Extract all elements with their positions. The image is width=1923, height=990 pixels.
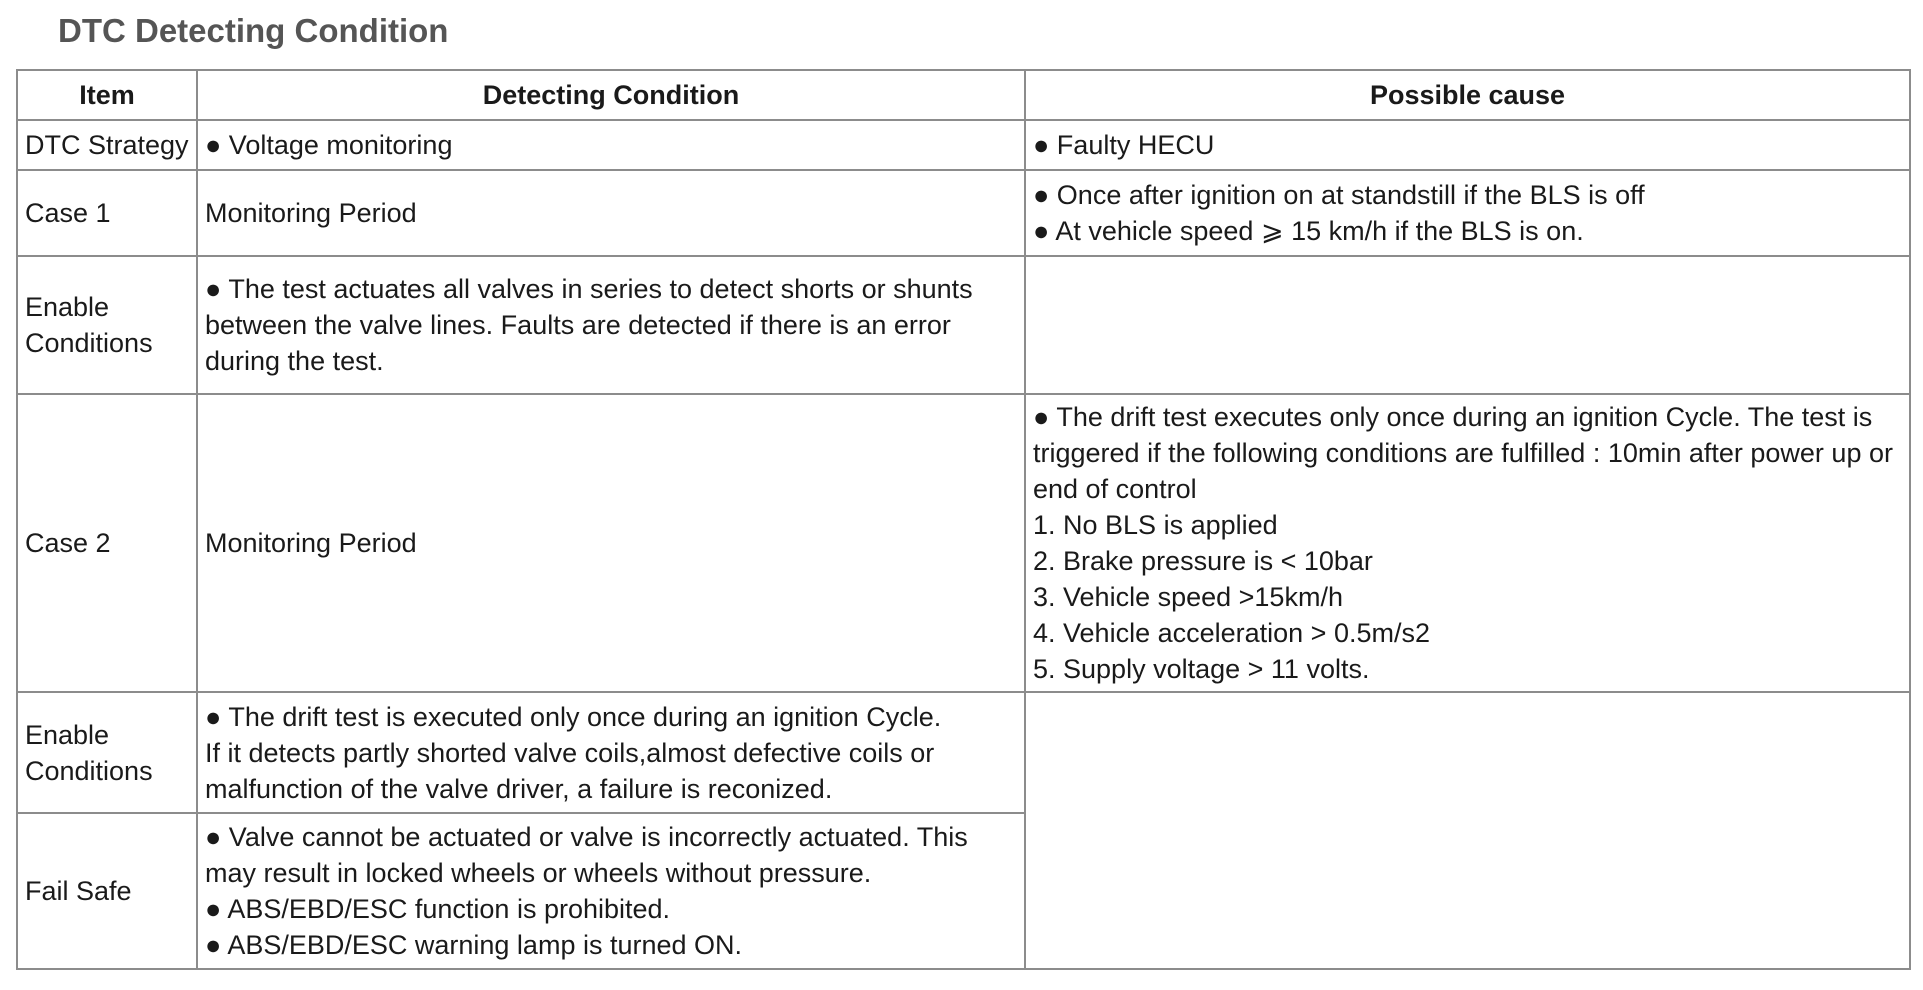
cause-line: ● At vehicle speed ⩾ 15 km/h if the BLS is on. (1033, 216, 1584, 246)
row-case-1 (17, 170, 1910, 256)
cell-cause (1025, 170, 1910, 256)
item-line: Conditions (25, 328, 153, 358)
dtc-condition-table (16, 69, 1911, 970)
page-title: DTC Detecting Condition (58, 12, 449, 49)
cause-line: 5. Supply voltage > 11 volts. (1033, 654, 1370, 684)
cell-cause-empty (1025, 692, 1910, 969)
condition-line: during the test. (205, 346, 384, 376)
cell-item: DTC Strategy (17, 120, 197, 170)
row-case-2 (17, 394, 1910, 692)
row-enable-conditions-1 (17, 256, 1910, 394)
cell-condition (197, 813, 1025, 969)
header-detecting-condition: Detecting Condition (197, 70, 1025, 120)
condition-line: malfunction of the valve driver, a failure is reconized. (205, 773, 833, 804)
cause-line: ● Once after ignition on at standstill if the BLS is off (1033, 180, 1645, 210)
cell-condition (197, 256, 1025, 394)
cell-cause-empty (1025, 256, 1910, 394)
cause-line: 4. Vehicle acceleration > 0.5m/s2 (1033, 618, 1430, 648)
condition-line: ● The test actuates all valves in series to detect shorts or shunts (205, 274, 973, 304)
cell-cause (1025, 394, 1910, 692)
cell-item: Case 2 (17, 394, 197, 692)
row-enable-conditions-2 (17, 692, 1910, 813)
item-line: Enable (25, 719, 110, 750)
condition-line: ● Valve cannot be actuated or valve is incorrectly actuated. This (205, 822, 968, 852)
condition-line: between the valve lines. Faults are detected if there is an error (205, 310, 951, 340)
cell-condition: Monitoring Period (197, 170, 1025, 256)
cell-item: Fail Safe (17, 813, 197, 969)
condition-line: ● ABS/EBD/ESC function is prohibited. (205, 894, 671, 924)
table-header-row (17, 70, 1910, 120)
cell-item (17, 256, 197, 394)
condition-line: If it detects partly shorted valve coils,almost defective coils or (205, 737, 935, 768)
cell-item: Case 1 (17, 170, 197, 256)
cell-condition: Monitoring Period (197, 394, 1025, 692)
item-line: Conditions (25, 755, 153, 786)
cause-line: 2. Brake pressure is < 10bar (1033, 546, 1373, 576)
cause-line: ● The drift test executes only once during an ignition Cycle. The test is (1033, 402, 1873, 432)
cause-line: 3. Vehicle speed >15km/h (1033, 582, 1343, 612)
cell-cause: ● Faulty HECU (1025, 120, 1910, 170)
cell-condition: ● Voltage monitoring (197, 120, 1025, 170)
condition-line: may result in locked wheels or wheels without pressure. (205, 858, 872, 888)
cell-condition (197, 692, 1025, 813)
cause-line: end of control (1033, 474, 1197, 504)
header-item: Item (17, 70, 197, 120)
condition-line: ● The drift test is executed only once during an ignition Cycle. (205, 701, 942, 732)
cell-item (17, 692, 197, 813)
row-dtc-strategy (17, 120, 1910, 170)
header-possible-cause: Possible cause (1025, 70, 1910, 120)
cause-line: triggered if the following conditions are fulfilled : 10min after power up or (1033, 438, 1893, 468)
condition-line: ● ABS/EBD/ESC warning lamp is turned ON. (205, 930, 743, 960)
cause-line: 1. No BLS is applied (1033, 510, 1278, 540)
item-line: Enable (25, 292, 110, 322)
